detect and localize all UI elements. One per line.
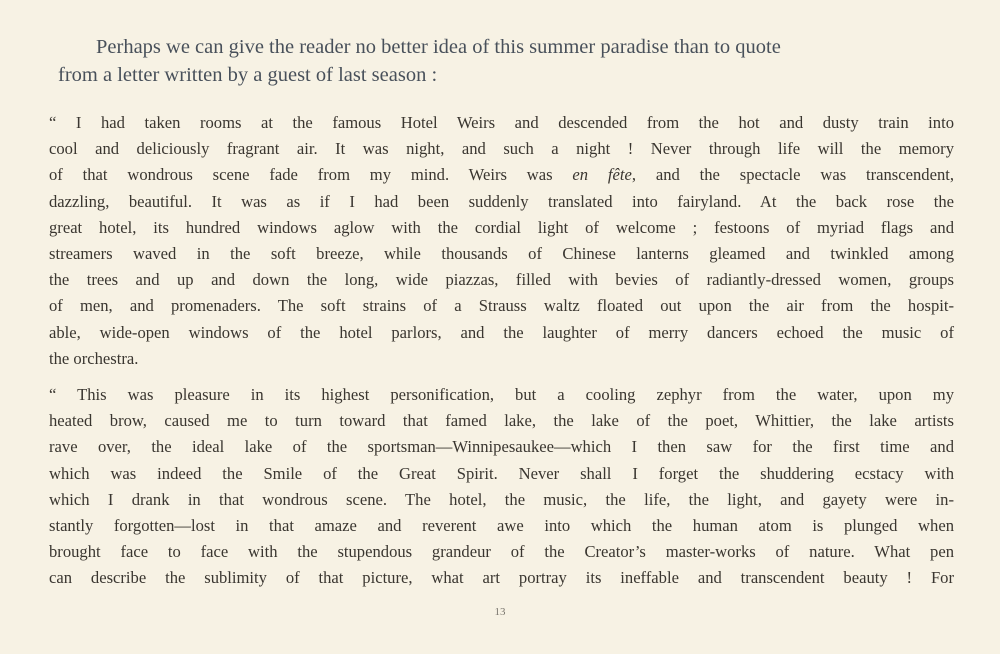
- text-line: streamers waved in the soft breeze, while thousands of Chinese lanterns gleamed and twinkled among: [49, 244, 954, 264]
- letter-paragraph-2: [49, 382, 954, 592]
- text-line: “ I had taken rooms at the famous Hotel Weirs and descended from the hot and dusty train into: [49, 113, 954, 132]
- intro-paragraph: [58, 33, 958, 89]
- text-segment: , and the spectacle was transcendent,: [631, 165, 955, 185]
- text-line: great hotel, its hundred windows aglow with the cordial light of welcome ; festoons of myriad flags and: [49, 217, 954, 237]
- letter-paragraph-1: [49, 110, 954, 372]
- text-line: the trees and up and down the long, wide piazzas, filled with bevies of radiantly-dressed women, groups: [49, 270, 954, 290]
- text-line: which was indeed the Smile of the Great Spirit. Never shall I forget the shuddering ecstacy with: [49, 463, 954, 483]
- text-line: [49, 162, 954, 188]
- intro-line: from a letter written by a guest of last season :: [58, 64, 438, 86]
- text-line: can describe the sublimity of that picture, what art portray its ineffable and transcendent beauty ! For: [49, 568, 954, 588]
- text-line: “ This was pleasure in its highest personification, but a cooling zephyr from the water, upon my: [49, 385, 954, 404]
- text-line: rave over, the ideal lake of the sportsman—Winnipesaukee—which I then saw for the first time and: [49, 437, 954, 457]
- text-line: cool and deliciously fragrant air. It was night, and such a night ! Never through life will the memory: [49, 139, 954, 159]
- text-line: the orchestra.: [49, 348, 139, 368]
- italic-phrase: en fête: [572, 165, 632, 185]
- text-line: brought face to face with the stupendous grandeur of the Creator’s master-works of nature. What pen: [49, 542, 954, 562]
- text-segment: of that wondrous scene fade from my mind. Weirs was: [49, 165, 573, 185]
- intro-line: Perhaps we can give the reader no better idea of this summer paradise than to quote: [96, 36, 781, 58]
- text-line: of men, and promenaders. The soft strains of a Strauss waltz floated out upon the air from the hospit-: [49, 296, 954, 316]
- text-line: which I drank in that wondrous scene. The hotel, the music, the life, the light, and gayety were in-: [49, 489, 954, 509]
- text-line: able, wide-open windows of the hotel parlors, and the laughter of merry dancers echoed the music of: [49, 322, 954, 342]
- page-number: 13: [494, 606, 506, 618]
- text-line: dazzling, beautiful. It was as if I had been suddenly translated into fairyland. At the back rose the: [49, 191, 954, 211]
- text-line: heated brow, caused me to turn toward that famed lake, the lake of the poet, Whittier, the lake artists: [49, 411, 954, 431]
- text-line: stantly forgotten—lost in that amaze and reverent awe into which the human atom is plunged when: [49, 516, 954, 536]
